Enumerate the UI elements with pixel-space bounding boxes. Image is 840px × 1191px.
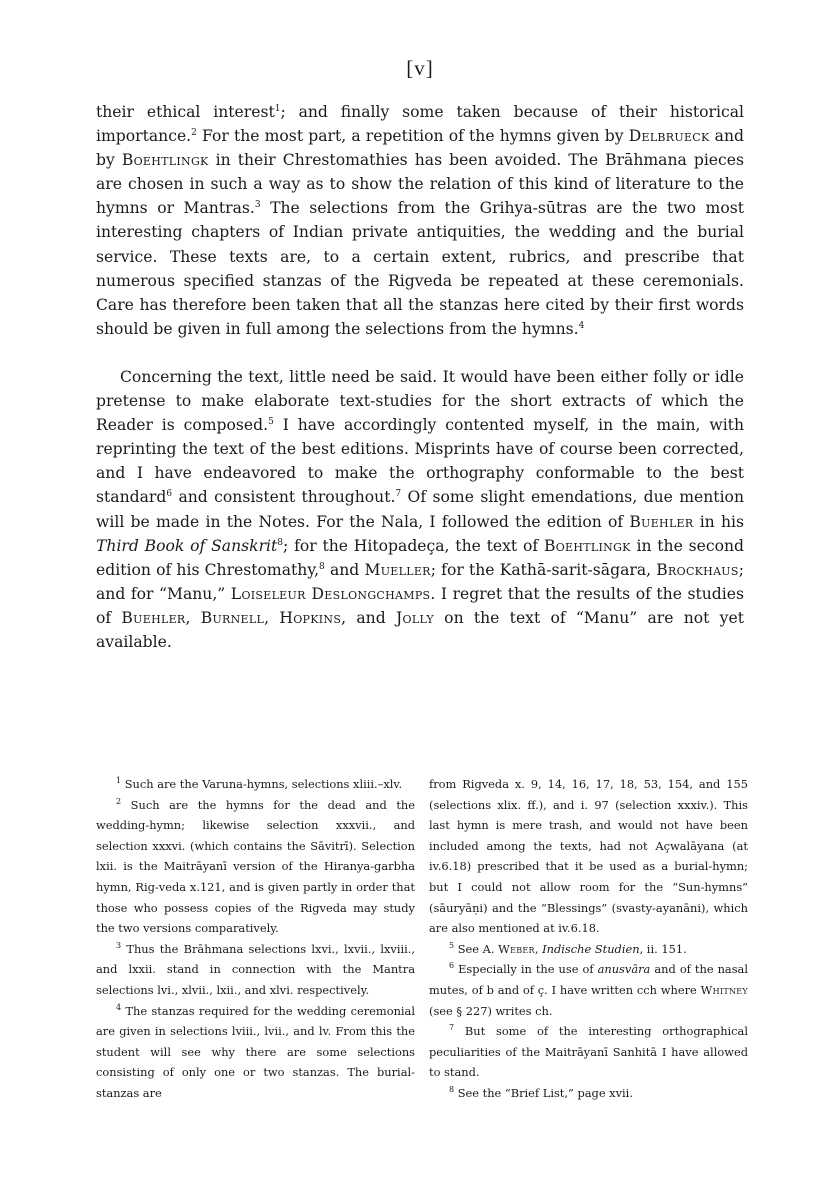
author-name: Boehtlingk	[121, 151, 209, 170]
author-name: Hopkins	[279, 608, 342, 627]
footnote-7: $^7$ But some of the interesting orthographical peculiarities of the Maitrāyanī Sanhitā I have allowed to stand.	[429, 1023, 748, 1080]
footnote-5: $^5$ See A. Weber, Indische Studien, ii. 151.	[449, 940, 687, 956]
footnote-1: $^1$ Such are the Varuna-hymns, selections xliii.–xlv.	[116, 776, 403, 791]
footnote-ref-5[interactable]: 5	[268, 417, 274, 428]
footnote-ref-2[interactable]: 2	[191, 128, 197, 139]
footnote-2: $^2$ Such are the hymns for the dead and the wedding-hymn; likewise selection xxxvii., and selection xxxvi. (which contains the Sāvitrī). Selection lxii. is the Maitrāyanī version of the Hiranya-garbha hymn, Rig-veda x.121, and is given partly in order that those who possess copies of the Rigveda may study the two versions comparatively.	[96, 796, 415, 936]
author-name: Boehtlingk	[543, 536, 631, 555]
footnote-ref-4[interactable]: 4	[578, 320, 585, 331]
author-name: Loiseleur Deslongchamps	[230, 584, 431, 603]
footnotes-right-column	[429, 774, 748, 1104]
author-name: Mueller	[364, 560, 431, 579]
author-name: Burnell	[200, 608, 265, 627]
author-name: Buehler	[629, 512, 694, 531]
author-name: Buehler	[121, 608, 186, 627]
footnote-ref-7[interactable]: 7	[395, 489, 402, 500]
footnote-ref-6[interactable]: 6	[166, 489, 173, 500]
paragraph-1: their ethical interest$^1$; and finally some taken because of their historical importance.$^2$ For the most part, a repetition of the hymns given by Delbrueck and by Boehtlingk in their Chrestomathies has been avoided. The Brāhmana pieces are chosen in such a way as to show the relation of this kind of literature to the hymns or Mantras.$^3$ The selections from the Grihya-sūtras are the two most interesting chapters of Indian private antiquities, the wedding and the burial service. These texts are, to a certain extent, rubrics, and prescribe that numerous specified stanzas of the Rigveda be repeated at these ceremonials. Care has therefore been taken that all the stanzas here cited by their first words should be given in full among the selections from the hymns.$^4$	[96, 103, 745, 338]
footnote-3: $^3$ Thus the Brāhmana selections lxvi., lxvii., lxviii., and lxxii. stand in connection with the Mantra selections lvi., xlvii., lxii., and xlvi. respectively.	[96, 940, 415, 997]
page-number: [v]	[406, 56, 434, 80]
footnotes	[96, 774, 748, 1104]
author-name: Delbrueck	[628, 127, 710, 146]
footnote-ref-8b[interactable]: 8	[319, 561, 325, 572]
footnotes-left-column	[96, 774, 415, 1104]
footnote-4-continued: from Rigveda x. 9, 14, 16, 17, 18, 53, 154, and 155 (selections xlix. ff.), and i. 97 (selection xxxiv.). This last hymn is mere trash, and would not have been included among the texts, had not Açwalāyana (at iv.6.18) prescribed that it be used as a burial-hymn; but I could not allow room for the “Sun-hymns” (sāuryāṇi) and the “Blessings” (svasty-ayanāni), which are also mentioned at iv.6.18.	[429, 777, 748, 936]
author-name: Brockhaus	[656, 560, 739, 579]
author-name: Jolly	[395, 608, 434, 627]
book-title: Third Book of Sanskrit	[96, 536, 278, 555]
footnote-ref-8[interactable]: 8	[277, 537, 284, 548]
footnote-6: $^6$ Especially in the use of anusvāra and of the nasal mutes, of b and of ç. I have written cch where Whitney (see § 227) writes ch.	[429, 961, 748, 1018]
paragraph-2: Concerning the text, little need be said. It would have been either folly or idle pretense to make elaborate text-studies for the short extracts of which the Reader is composed.$^5$ I have accordingly contented myself, in the main, with reprinting the text of the best editions. Misprints have of course been corrected, and I have endeavored to make the orthography conformable to the best standard$^6$ and consistent throughout.$^7$ Of some slight emendations, due mention will be made in the Notes. For the Nala, I followed the edition of Buehler in his Third Book of Sanskrit$^8$; for the Hitopadeça, the text of Boehtlingk in the second edition of his Chrestomathy,$^8$ and Mueller; for the Kathā-sarit-sāgara, Brockhaus; and for “Manu,” Loiseleur Deslongchamps. I regret that the results of the studies of Buehler, Burnell, Hopkins, and Jolly on the text of “Manu” are not yet available.	[96, 367, 744, 651]
footnote-8: $^8$ See the “Brief List,” page xvii.	[449, 1084, 633, 1100]
footnote-4: $^4$ The stanzas required for the wedding ceremonial are given in selections lviii., lvii., and lv. From this the student will see why there are some selections consisting of only one or two stanzas. The burial-stanzas are	[96, 1002, 415, 1100]
main-text	[96, 100, 744, 654]
footnote-ref-1[interactable]: 1	[274, 104, 281, 114]
footnote-ref-3[interactable]: 3	[254, 200, 261, 211]
